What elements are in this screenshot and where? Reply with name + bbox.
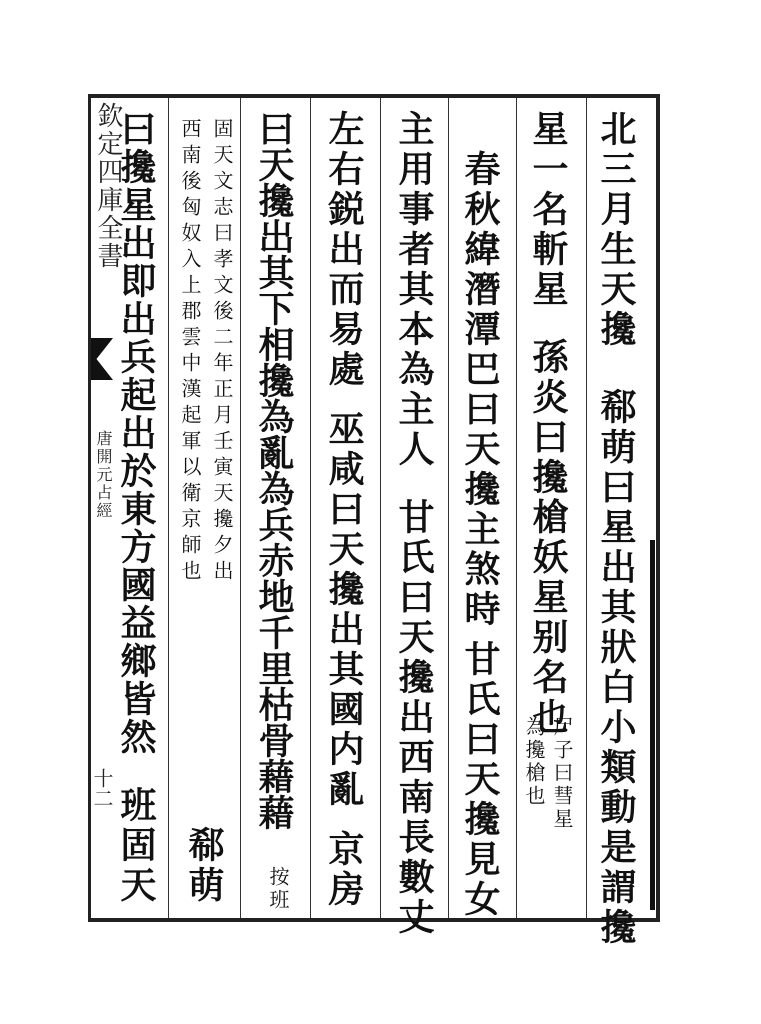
text-column-7-b: 郗萌 bbox=[183, 826, 225, 906]
annotation-column-2-left: 為攙槍也 bbox=[522, 716, 546, 808]
column-divider bbox=[448, 98, 449, 918]
book-title: 唐開元占經 bbox=[94, 430, 113, 520]
column-divider bbox=[586, 98, 587, 918]
annotation-column-7-left: 西南後匈奴入上郡雲中漢起軍以衛京師也 bbox=[178, 118, 202, 586]
text-column-1-a: 北三月生天攙 bbox=[595, 110, 637, 350]
text-column-5-b: 巫咸曰天攙出其國内亂 bbox=[323, 410, 365, 810]
text-column-1-b: 郗萌曰星出其狀白小類動是謂攙 bbox=[595, 388, 637, 948]
annotation-column-7-right: 固天文志曰孝文後二年正月壬寅天攙夕出 bbox=[210, 118, 234, 586]
text-column-5-c: 京房 bbox=[323, 830, 365, 910]
frame-right-border bbox=[656, 94, 660, 922]
frame-bottom-border bbox=[88, 918, 660, 922]
text-column-2-b: 孫炎曰攙槍妖星别名也 bbox=[527, 338, 569, 738]
column-divider bbox=[168, 98, 169, 918]
frame-top-border bbox=[88, 94, 660, 98]
text-column-8-b: 班固天 bbox=[115, 786, 157, 906]
column-divider bbox=[516, 98, 517, 918]
collection-title: 欽定四庫全書 bbox=[93, 102, 123, 270]
column-divider bbox=[380, 98, 381, 918]
text-column-2-a: 星一名斬星 bbox=[527, 110, 569, 310]
text-column-6-a: 曰天攙出其下相攙為亂為兵赤地千里枯骨藉藉 bbox=[253, 110, 295, 830]
text-column-4-a: 主用事者其本為主人 bbox=[393, 110, 435, 470]
fish-tail-mark bbox=[91, 352, 113, 380]
annotation-column-6: 按班 bbox=[266, 866, 290, 912]
text-column-3-a: 春秋緯潛潭巴曰天攙主煞時 bbox=[459, 150, 501, 630]
text-column-5-a: 左右鋭出而易處 bbox=[323, 110, 365, 390]
page-number: 十二 bbox=[90, 768, 114, 808]
column-divider bbox=[240, 98, 241, 918]
text-column-3-b: 甘氏曰天攙見女 bbox=[459, 640, 501, 920]
edge-mark bbox=[650, 540, 655, 910]
column-divider bbox=[310, 98, 311, 918]
annotation-column-2-right: 尸子曰彗星 bbox=[550, 716, 574, 831]
text-column-8-a: 曰攙星出即出兵起出於東方國益鄉皆然 bbox=[115, 110, 157, 756]
text-column-4-b: 甘氏曰天攙出西南長數丈 bbox=[393, 498, 435, 938]
